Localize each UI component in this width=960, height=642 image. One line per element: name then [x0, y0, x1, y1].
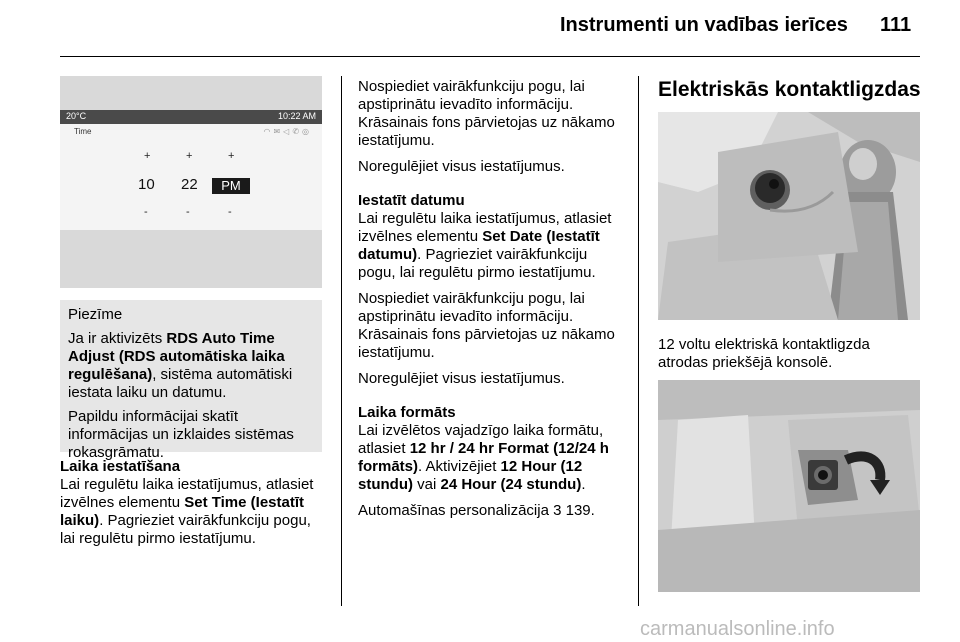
rear-outlet-illustration: [658, 380, 920, 592]
column-2: [358, 78, 626, 528]
minute-increase-icon: +: [186, 150, 193, 162]
ampm-value-selected: PM: [212, 178, 250, 194]
reference-page-number: 139.: [565, 502, 595, 519]
ampm-increase-icon: +: [228, 150, 235, 162]
column-divider-2: [638, 76, 639, 606]
header-divider: [60, 56, 920, 57]
hour-increase-icon: +: [144, 150, 151, 162]
message-icon: ✉: [273, 127, 284, 136]
set-date-heading: Iestatīt datumu: [358, 192, 465, 209]
time-format-paragraph: Lai izvēlētos vajadzīgo laika formātu, atlasiet 12 hr / 24 hr Format (12/24 h formāts). Aktivizējiet 12 Hour (12 stundu) vai 24 Hour (24 stundu).: [358, 422, 609, 493]
page-reference-arrow-icon: 3: [553, 502, 562, 519]
confirm-paragraph-2: Nospiediet vairākfunkciju pogu, lai apstiprinātu ievadīto informāciju. Krāsainais fons pārvietojas uz nākamo iestatījumu.: [358, 290, 615, 361]
minute-decrease-icon: -: [186, 206, 190, 218]
time-settings-screen-illustration: [60, 76, 322, 288]
hour-decrease-icon: -: [144, 206, 148, 218]
settings-icon: ◎: [302, 127, 312, 136]
rear-outlet-photo: [658, 380, 920, 592]
page-number: 111: [880, 14, 912, 36]
power-outlet-photo: [658, 112, 920, 320]
repeat-paragraph: Noregulējiet visus iestatījumus.: [358, 158, 565, 175]
time-format-heading: Laika formāts: [358, 404, 456, 421]
note-box: [60, 300, 322, 461]
wifi-icon: ◠: [263, 127, 274, 136]
outlet-caption: [658, 336, 920, 380]
mute-icon: ◁: [283, 127, 293, 136]
hour-value: 10: [138, 176, 155, 193]
power-outlet-illustration: [658, 112, 920, 320]
phone-icon: ✆: [292, 127, 303, 136]
personalization-reference: Automašīnas personalizācija 3 139.: [358, 502, 595, 519]
set-time-paragraph: Lai regulētu laika iestatījumus, atlasiet izvēlnes elementu Set Time (Iestatīt laiku). Pagrieziet vairākfunkciju pogu, lai regulētu pirmo iestatījumu.: [60, 476, 314, 547]
note-paragraph-1: Ja ir aktivizēts RDS Auto Time Adjust (RDS automātiska laika regulēšana), sistēma automātiski iestata laiku un datumu.: [68, 330, 293, 401]
screen-time-label: Time: [74, 127, 92, 136]
confirm-paragraph: Nospiediet vairākfunkciju pogu, lai apstiprinātu ievadīto informāciju. Krāsainais fons pārvietojas uz nākamo iestatījumu.: [358, 78, 615, 149]
minute-value: 22: [181, 176, 198, 193]
note-title: Piezīme: [68, 306, 123, 323]
screen-status-icons: [263, 127, 312, 136]
set-time-heading: Laika iestatīšana: [60, 458, 181, 475]
screen-status-bar: [60, 110, 322, 124]
ampm-decrease-icon: -: [228, 206, 232, 218]
note-paragraph-2: Papildu informācijai skatīt informācijas un izklaides sistēmas rokasgrāmatu.: [68, 408, 294, 461]
screen-temperature: 20°C: [66, 111, 87, 121]
screen-clock: 10:22 AM: [277, 111, 316, 121]
column-divider-1: [341, 76, 342, 606]
watermark: carmanualsonline.info: [640, 618, 835, 640]
set-date-paragraph: Lai regulētu laika iestatījumus, atlasiet izvēlnes elementu Set Date (Iestatīt datumu). Pagrieziet vairākfunkciju pogu, lai regulētu pirmo iestatījumu.: [358, 210, 612, 281]
repeat-paragraph-2: Noregulējiet visus iestatījumus.: [358, 370, 565, 387]
section-title: Elektriskās kontaktligzdas: [658, 78, 921, 101]
page-header-title: Instrumenti un vadības ierīces: [560, 14, 848, 36]
set-time-section: [60, 458, 322, 556]
outlet-caption-text: 12 voltu elektriskā kontaktligzda atrodas priekšējā konsolē.: [658, 336, 870, 371]
